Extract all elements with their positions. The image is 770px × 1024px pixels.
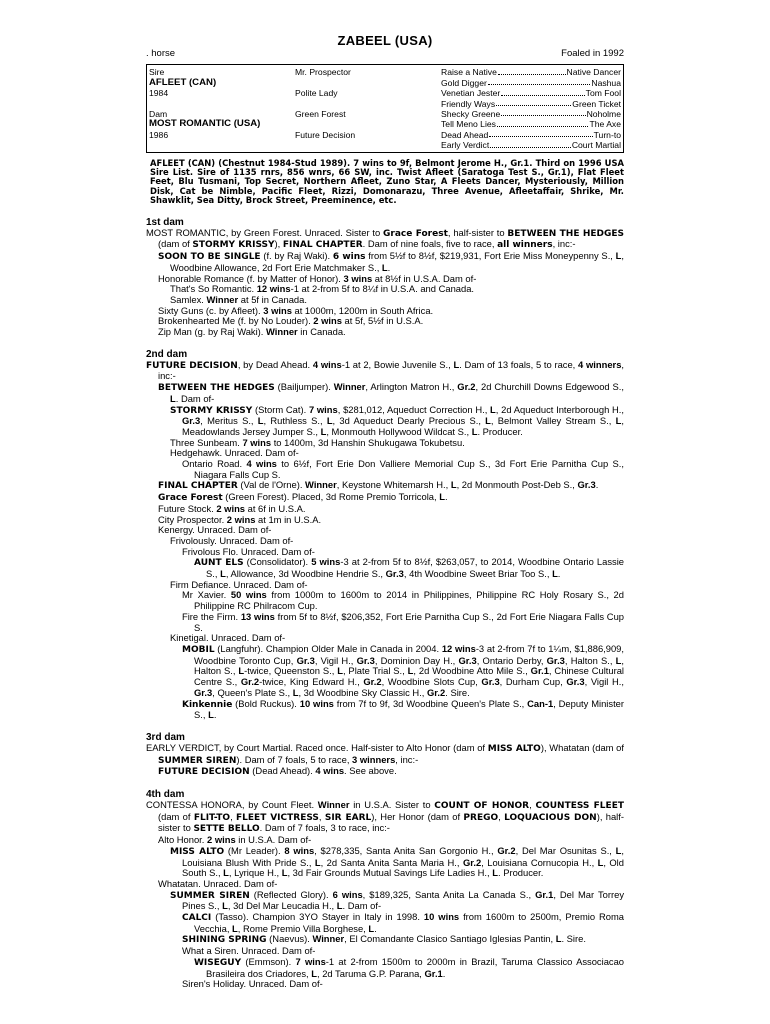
pedigree-entry: Frivolous Flo. Unraced. Dam of-: [182, 545, 315, 557]
pedigree-entry: Frivolously. Unraced. Dam of-: [170, 534, 294, 546]
dotted-leader: [488, 78, 591, 85]
great-granddam-sire: Tom Fool: [585, 88, 621, 99]
great-grandparent-pair: [441, 130, 621, 140]
pedigree-entry: Kenergy. Unraced. Dam of-: [158, 524, 272, 536]
pedigree-entry: MISS ALTO (Mr Leader). 8 wins, $278,335, Santa Anita San Gorgonio H., Gr.2, Del Mar Osunitas S., L, Louisiana Blush With Pride S., L, 2d Santa Anita Santa Maria H., Gr.2, Louisiana Cornucopia H., L, Old South S., L, Lyrique H., L, 3d Fair Grounds Mutual Savings Life Ladies H., L. Producer.: [170, 844, 625, 879]
grandsire-sire: Mr. Prospector: [295, 67, 351, 78]
sire-summary: AFLEET (CAN) (Chestnut 1984-Stud 1989). 7 wins to 9f, Belmont Jerome H., Gr.1. Third on 1996 USA Sire List. Sire of 1135 rnrs, 856 wnrs, 66 SW, inc. Twist Afleet (Saratoga Test S., Gr.1), Flat Fleet Feet, Blu Tusmani, Top Secret, Northern Afleet, Zuno Star, A Fleets Dancer, Mysteriously, Million Disk, Cat be Nimble, Pacific Fleet, Rizzi, Domonarazu, Three Avenue, Afleetaffair, Shrike, Mr. Shawklit, Sea Ditty, Brock Street, Preeminence, etc.: [150, 157, 624, 206]
pedigree-entry: What a Siren. Unraced. Dam of-: [182, 945, 316, 957]
great-grandsire: Venetian Jester: [441, 88, 501, 99]
dotted-leader: [497, 119, 589, 126]
foaled-label: Foaled in 1992: [561, 47, 624, 59]
dam-section-heading: 1st dam: [146, 216, 184, 228]
family-sections: [146, 218, 624, 990]
sire-name: AFLEET (CAN): [149, 76, 217, 88]
pedigree-grandparents-col: [295, 67, 441, 150]
grandsire-dam: Green Forest: [295, 109, 346, 119]
great-grandsire: Gold Digger: [441, 77, 487, 88]
great-grandparent-pair: [441, 119, 621, 129]
dam-section-heading: 4th dam: [146, 789, 185, 801]
pedigree-entry: Fire the Firm. 13 wins from 5f to 8½f, $206,352, Fort Erie Parnitha Cup S., 2d Fort Erie Niagara Falls Cup S.: [182, 610, 624, 633]
pedigree-entry: BETWEEN THE HEDGES (Bailjumper). Winner, Arlington Matron H., Gr.2, 2d Churchill Downs Edgewood S., L. Dam of-: [158, 381, 624, 404]
pedigree-entry: Siren's Holiday. Unraced. Dam of-: [182, 978, 323, 990]
great-granddam-sire: The Axe: [589, 119, 621, 130]
sire-label: Sire: [149, 67, 165, 78]
great-grandsire: Friendly Ways: [441, 98, 496, 109]
great-grandparent-pair: [441, 78, 621, 88]
dotted-leader: [489, 130, 592, 137]
dotted-leader: [501, 109, 585, 116]
pedigree-entry: Hedgehawk. Unraced. Dam of-: [170, 447, 299, 459]
great-grandsire: Raise a Native: [441, 67, 497, 78]
pedigree-parents-col: [149, 67, 295, 150]
pedigree-entry: Three Sunbeam. 7 wins to 1400m, 3d Hanshin Shukugawa Tokubetsu.: [170, 436, 465, 448]
pedigree-entry: EARLY VERDICT, by Court Martial. Raced once. Half-sister to Alto Honor (dam of MISS ALTO), Whatatan (dam of SUMMER SIREN). Dam of 7 foals, 5 to race, 3 winners, inc:-: [146, 741, 624, 766]
pedigree-entry: Mr Xavier. 50 wins from 1000m to 1600m to 2014 in Philippines, Philippine RC Holy Rosary S., 2d Philippine RC Philracom Cup.: [182, 589, 624, 612]
pedigree-entry: FINAL CHAPTER (Val de l'Orne). Winner, Keystone Whitemarsh H., L, 2d Monmouth Post-Deb S., Gr.3.: [158, 479, 599, 492]
pedigree-entry: FUTURE DECISION, by Dead Ahead. 4 wins-1 at 2, Bowie Juvenile S., L. Dam of 13 foals, 5 to race, 4 winners, inc:-: [146, 358, 625, 382]
dotted-leader: [490, 140, 571, 147]
pedigree-entry: That's So Romantic. 12 wins-1 at 2-from 5f to 8¼f in U.S.A. and Canada.: [170, 283, 475, 295]
pedigree-entry: Whatatan. Unraced. Dam of-: [158, 877, 278, 889]
great-granddam-sire: Turn-to: [593, 129, 621, 140]
pedigree-entry: CONTESSA HONORA, by Count Fleet. Winner in U.S.A. Sister to COUNT OF HONOR, COUNTESS FLEET (dam of FLIT-TO, FLEET VICTRESS, SIR EARL), Her Honor (dam of PREGO, LOQUACIOUS DON), half-sister to SETTE BELLO. Dam of 7 foals, 3 to race, inc:-: [146, 799, 624, 835]
sex-label: . horse: [146, 47, 176, 59]
dam-year: 1986: [149, 129, 169, 140]
pedigree-entry: WISEGUY (Emmson). 7 wins-1 at 2-from 1500m to 2000m in Brazil, Taruma Classico Associacao Brasileira dos Criadores, L, 2d Taruma G.P. Parana, Gr.1.: [194, 955, 625, 979]
dam-name: MOST ROMANTIC (USA): [149, 118, 261, 130]
great-granddam-sire: Green Ticket: [572, 98, 621, 109]
great-grandparent-pair: [441, 109, 621, 119]
great-grandsire: Dead Ahead: [441, 129, 489, 140]
pedigree-entry: STORMY KRISSY (Storm Cat). 7 wins, $281,012, Aqueduct Correction H., L, 2d Aqueduct Interborough H., Gr.3, Meritus S., L, Ruthless S., L, 3d Aqueduct Dearly Precious S., L, Belmont Valley Stream S., L, Meadowlands Jersey Jumper S., L, Monmouth Hollywood Wildcat S., L. Producer.: [170, 403, 624, 437]
great-grandsire: Shecky Greene: [441, 109, 501, 120]
great-grandparent-pair: [441, 88, 621, 98]
great-granddam-sire: Native Dancer: [566, 67, 621, 78]
great-granddam-sire: Court Martial: [571, 140, 621, 151]
subtitle-row: [146, 49, 624, 60]
sire-year: 1984: [149, 88, 169, 99]
pedigree-entry: Honorable Romance (f. by Matter of Honor). 3 wins at 8½f in U.S.A. Dam of-: [158, 272, 477, 284]
great-grandparent-pair: [441, 67, 621, 77]
pedigree-entry: MOST ROMANTIC, by Green Forest. Unraced. Sister to Grace Forest, half-sister to BETWEEN THE HEDGES (dam of STORMY KRISSY), FINAL CHAPTER. Dam of nine foals, five to race, all winners, inc:-: [146, 226, 625, 251]
pedigree-entry: Sixty Guns (c. by Afleet). 3 wins at 1000m, 1200m in South Africa.: [158, 304, 434, 316]
pedigree-entry: SUMMER SIREN (Reflected Glory). 6 wins, $189,325, Santa Anita La Canada S., Gr.1, Del Mar Torrey Pines S., L, 3d Del Mar Leucadia H., L. Dam of-: [170, 888, 625, 912]
pedigree-table: [146, 64, 624, 152]
pedigree-entry: Zip Man (g. by Raj Waki). Winner in Canada.: [158, 326, 346, 338]
dotted-leader: [501, 88, 584, 95]
catalogue-page: [146, 0, 624, 990]
pedigree-great-grandparents-col: [441, 67, 621, 150]
great-granddam-sire: Noholme: [586, 109, 621, 120]
great-grandsire: Early Verdict: [441, 140, 490, 151]
pedigree-entry: SHINING SPRING (Naevus). Winner, El Comandante Clasico Santiago Iglesias Pantin, L. Sire.: [182, 933, 586, 946]
horse-title: ZABEEL (USA): [337, 33, 433, 48]
great-grandparent-pair: [441, 140, 621, 150]
great-grandparent-pair: [441, 99, 621, 109]
dam-label: Dam: [149, 109, 168, 120]
pedigree-entry: Ontario Road. 4 wins to 6½f, Fort Erie Don Valliere Memorial Cup S., 3d Fort Erie Parnitha Cup S., Niagara Falls Cup S.: [182, 458, 624, 480]
pedigree-entry: MOBIL (Langfuhr). Champion Older Male in Canada in 2004. 12 wins-3 at 2-from 7f to 1¼m, $1,886,909, Woodbine Toronto Cup, Gr.3, Vigil H., Gr.3, Dominion Day H., Gr.3, Ontario Derby, Gr.3, Halton S., L, Halton S., L-twice, Queenston S., L, Plate Trial S., L, 2d Woodbine Atto Mile S., Gr.1, Chinese Cultural Centre S., Gr.2-twice, King Edward H., Gr.2, Woodbine Slots Cup, Gr.3, Durham Cup, Gr.3, Vigil H., Gr.3, Queen's Plate S., L, 3d Woodbine Sky Classic H., Gr.2. Sire.: [182, 643, 625, 698]
pedigree-entry: CALCI (Tasso). Champion 3YO Stayer in Italy in 1998. 10 wins from 1600m to 2500m, Premio Roma Vecchia, L, Rome Premio Villa Borghese, L.: [182, 911, 624, 934]
pedigree-entry: Firm Defiance. Unraced. Dam of-: [170, 578, 308, 590]
pedigree-entry: City Prospector. 2 wins at 1m in U.S.A.: [158, 513, 322, 525]
pedigree-entry: Grace Forest (Green Forest). Placed, 3d Rome Premio Torricola, L.: [158, 491, 448, 504]
pedigree-entry: Kinetigal. Unraced. Dam of-: [170, 632, 286, 644]
pedigree-entry: Kinkennie (Bold Ruckus). 10 wins from 7f to 9f, 3d Woodbine Queen's Plate S., Can-1, Deputy Minister S., L.: [182, 697, 625, 721]
great-grandsire: Tell Meno Lies: [441, 119, 496, 130]
granddam-dam: Future Decision: [295, 129, 356, 140]
pedigree-entry: Samlex. Winner at 5f in Canada.: [170, 293, 307, 305]
dam-section-heading: 3rd dam: [146, 731, 185, 743]
pedigree-entry: FUTURE DECISION (Dead Ahead). 4 wins. See above.: [158, 765, 397, 778]
pedigree-entry: SOON TO BE SINGLE (f. by Raj Waki). 6 wins from 5½f to 8½f, $219,931, Fort Erie Miss Moneypenny S., L, Woodbine Allowance, 2d Fort Erie Matchmaker S., L.: [158, 250, 624, 273]
pedigree-entry: Brokenhearted Me (f. by No Louder). 2 wins at 5f, 5½f in U.S.A.: [158, 315, 424, 327]
pedigree-entry: AUNT ELS (Consolidator). 5 wins-3 at 2-from 5f to 8½f, $263,057, to 2014, Woodbine Ontario Lassie S., L, Allowance, 3d Woodbine Hendrie S., Gr.3, 4th Woodbine Sweet Briar Too S., L.: [194, 556, 625, 580]
dam-section-heading: 2nd dam: [146, 348, 188, 360]
dotted-leader: [498, 67, 566, 74]
great-granddam-sire: Nashua: [591, 77, 621, 88]
pedigree-entry: Future Stock. 2 wins at 6f in U.S.A.: [158, 502, 306, 514]
dotted-leader: [496, 99, 571, 106]
pedigree-entry: Alto Honor. 2 wins in U.S.A. Dam of-: [158, 834, 312, 846]
granddam-sire: Polite Lady: [295, 88, 338, 99]
